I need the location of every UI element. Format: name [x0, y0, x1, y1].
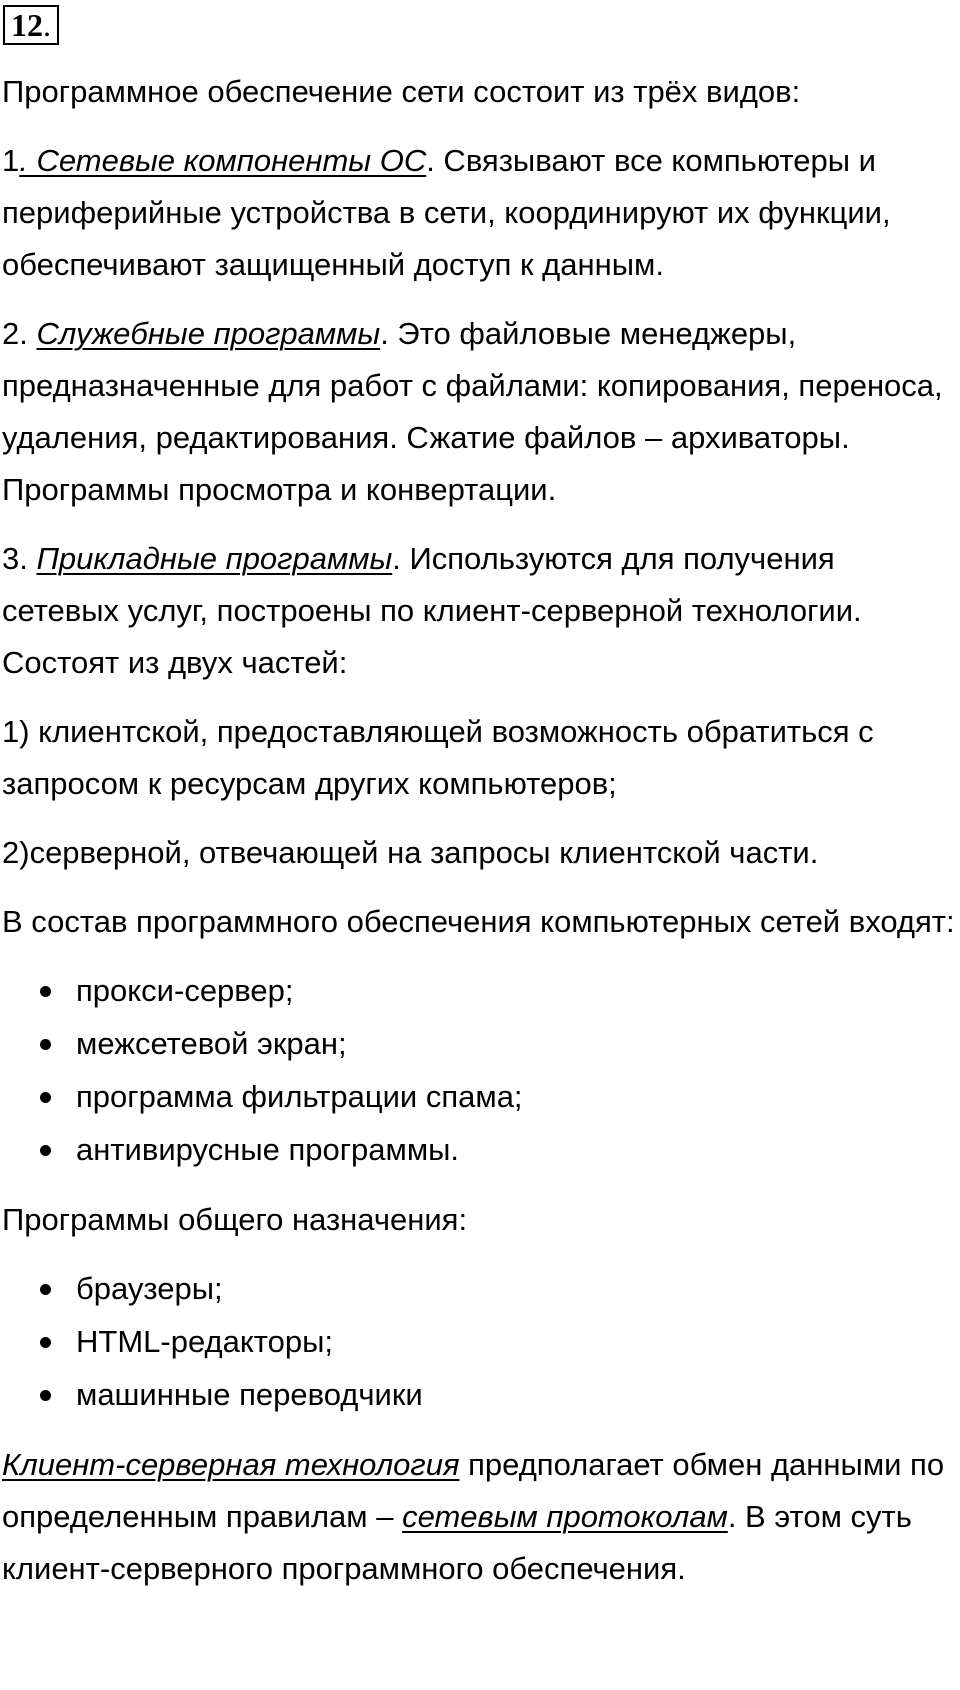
software-type-1 [2, 135, 957, 291]
bullet-icon [40, 1092, 51, 1103]
list-item-text: браузеры; [76, 1271, 223, 1306]
software-type-3 [2, 533, 957, 689]
bullet-icon [40, 986, 51, 997]
bullet-icon [40, 1390, 51, 1401]
conclusion-text: предполагает обмен данными по определенным правилам – [2, 1447, 945, 1534]
item-number: 1 [2, 143, 20, 178]
conclusion-paragraph [2, 1439, 957, 1595]
answer-text [2, 66, 957, 1612]
list-item-text: программа фильтрации спама; [76, 1079, 523, 1114]
item-number: 2. [2, 316, 37, 351]
intro-paragraph: Программное обеспечение сети состоит из трёх видов: [2, 74, 801, 109]
bullet-icon [40, 1284, 51, 1295]
list-item-text: межсетевой экран; [76, 1026, 347, 1061]
list-item-text: машинные переводчики [76, 1377, 423, 1412]
list-item [2, 1316, 957, 1369]
item-description: . Используются для получения сетевых услуг, построены по клиент-серверной технологии. Состоят из двух частей: [2, 541, 862, 680]
task-number: 12 [11, 7, 43, 43]
list-item-text: прокси-сервер; [76, 973, 294, 1008]
term-utility-programs: Служебные программы [36, 316, 381, 351]
software-type-2 [2, 308, 957, 516]
term-application-programs: Прикладные программы [36, 541, 393, 576]
list-item-text: антивирусные программы. [76, 1132, 460, 1167]
term-network-os-components: . Сетевые компоненты ОС [19, 143, 427, 178]
server-part: 2)серверной, отвечающей на запросы клиентской части. [2, 835, 819, 870]
task-number-box [3, 5, 59, 45]
bullet-icon [40, 1145, 51, 1156]
list-item [2, 1124, 957, 1177]
bullet-icon [40, 1039, 51, 1050]
item-number: 3. [2, 541, 37, 576]
bullet-icon [40, 1337, 51, 1348]
general-software-heading: Программы общего назначения: [2, 1202, 468, 1237]
list-item [2, 1018, 957, 1071]
general-software-list [2, 1263, 957, 1422]
term-client-server-technology: Клиент-серверная технология [2, 1447, 460, 1482]
list-item [2, 965, 957, 1018]
task-number-dot: . [43, 7, 51, 43]
item-description: . Связывают все компьютеры и периферийные устройства в сети, координируют их функции, обеспечивают защищенный доступ к данным. [2, 143, 891, 282]
network-software-list [2, 965, 957, 1177]
list-item-text: HTML-редакторы; [76, 1324, 333, 1359]
list-item [2, 1071, 957, 1124]
item-description: . Это файловые менеджеры, предназначенные для работ с файлами: копирования, переноса, удаления, редактирования. Сжатие файлов – архиваторы. Программы просмотра и конвертации. [2, 316, 943, 507]
term-network-protocols: сетевым протоколам [402, 1499, 728, 1534]
network-software-heading: В состав программного обеспечения компьютерных сетей входят: [2, 904, 955, 939]
list-item [2, 1263, 957, 1316]
conclusion-text-end: . В этом суть клиент-серверного программного обеспечения. [2, 1499, 912, 1586]
list-item [2, 1369, 957, 1422]
client-part: 1) клиентской, предоставляющей возможность обратиться с запросом к ресурсам других компьютеров; [2, 714, 874, 801]
